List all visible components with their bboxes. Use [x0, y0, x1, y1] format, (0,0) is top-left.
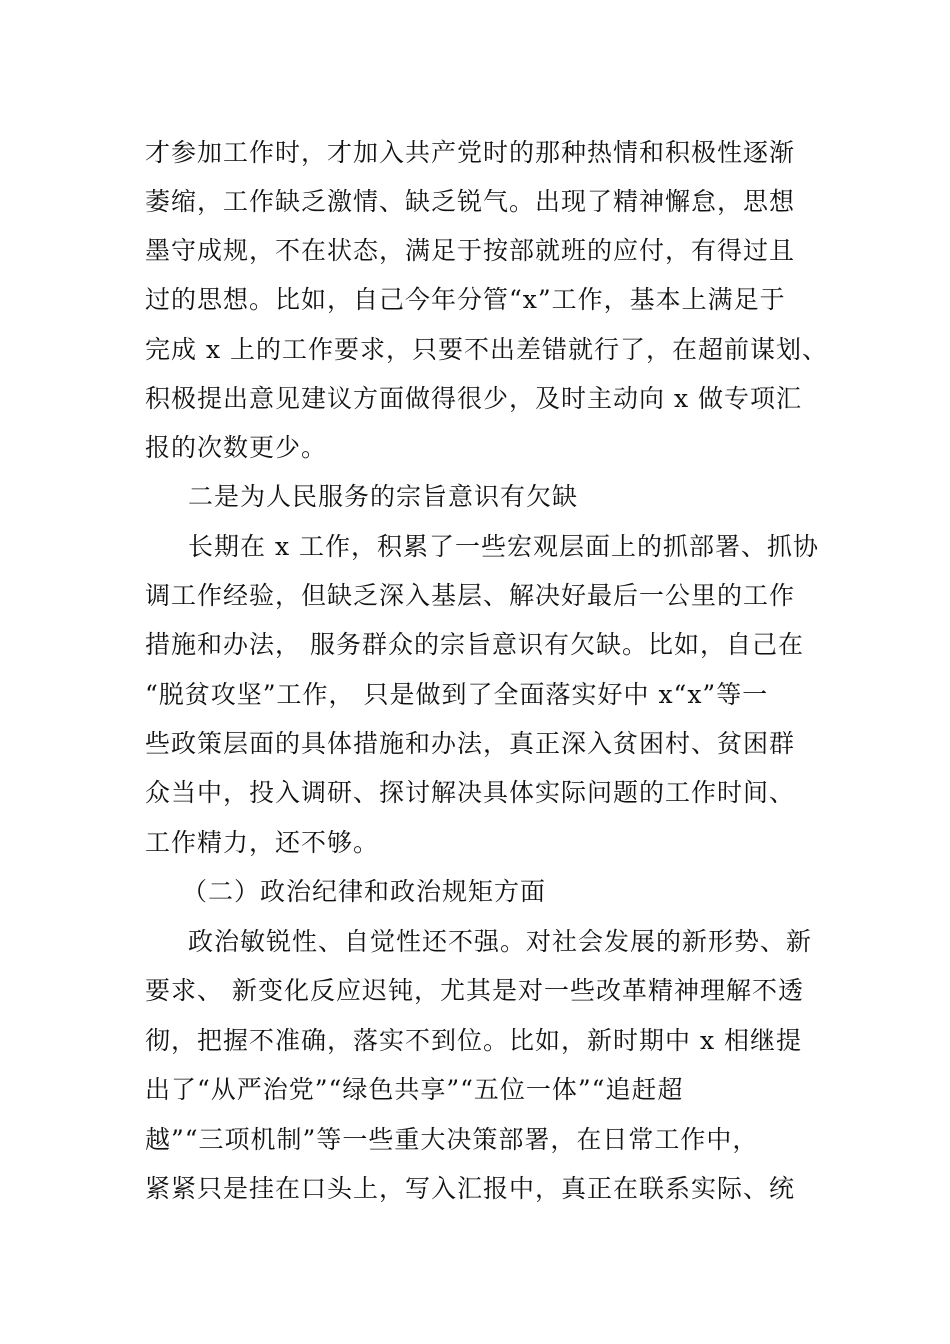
paragraph-line: 报的次数更少。	[145, 433, 328, 462]
paragraph-line: 积极提出意见建议方面做得很少，及时主动向 x 做专项汇	[145, 384, 802, 413]
paragraph-line: 些政策层面的具体措施和办法，真正深入贫困村、贫困群	[145, 729, 796, 758]
paragraph-line: 调工作经验，但缺乏深入基层、解决好最后一公里的工作	[145, 581, 796, 610]
paragraph-line: 工作精力，还不够。	[145, 828, 380, 857]
paragraph-line: 紧紧只是挂在口头上，写入汇报中，真正在联系实际、统	[145, 1174, 796, 1203]
section-heading: （二）政治纪律和政治规矩方面	[182, 877, 547, 906]
paragraph-line: 越”“三项机制”等一些重大决策部署，在日常工作中，	[145, 1125, 759, 1154]
paragraph-line: 要求、 新变化反应迟钝，尤其是对一些改革精神理解不透	[145, 976, 804, 1005]
paragraph-line: 措施和办法， 服务群众的宗旨意识有欠缺。比如，自己在	[145, 630, 804, 659]
section-heading: 二是为人民服务的宗旨意识有欠缺	[188, 482, 579, 511]
paragraph-line: 过的思想。比如，自己今年分管“x”工作，基本上满足于	[145, 285, 786, 314]
paragraph-line: 墨守成规，不在状态，满足于按部就班的应付，有得过且	[145, 236, 796, 265]
paragraph-line: 长期在 x 工作，积累了一些宏观层面上的抓部署、抓协	[188, 532, 819, 561]
paragraph-line: 才参加工作时，才加入共产党时的那种热情和积极性逐渐	[145, 138, 796, 167]
paragraph-line: 众当中，投入调研、探讨解决具体实际问题的工作时间、	[145, 778, 796, 807]
paragraph-line: 出了“从严治党”“绿色共享”“五位一体”“追赶超	[145, 1075, 684, 1104]
paragraph-line: 完成 x 上的工作要求，只要不出差错就行了，在超前谋划、	[145, 335, 828, 364]
paragraph-line: 政治敏锐性、自觉性还不强。对社会发展的新形势、新	[188, 927, 813, 956]
paragraph-line: 萎缩，工作缺乏激情、缺乏锐气。出现了精神懈怠，思想	[145, 187, 796, 216]
paragraph-line: “脱贫攻坚”工作， 只是做到了全面落实好中 x“x”等一	[145, 680, 769, 709]
paragraph-line: 彻，把握不准确，落实不到位。比如，新时期中 x 相继提	[145, 1026, 802, 1055]
